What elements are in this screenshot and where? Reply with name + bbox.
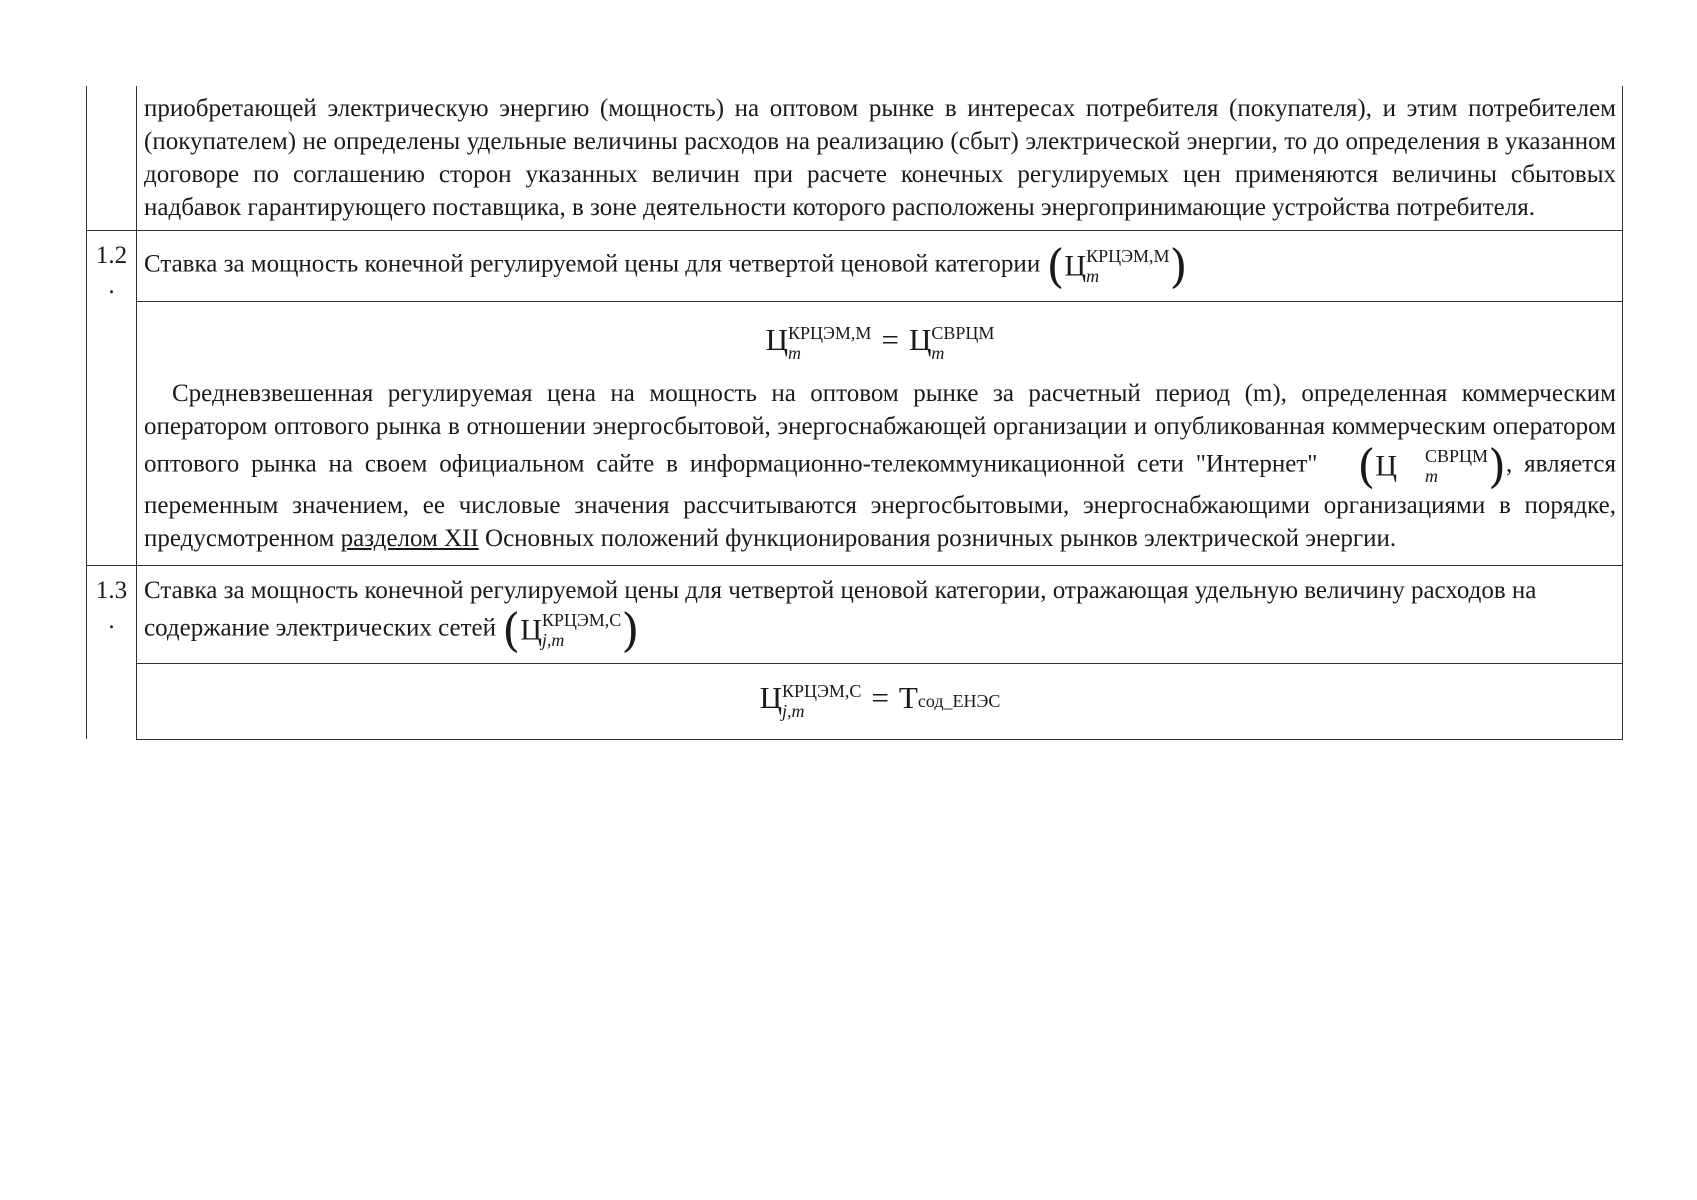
row-heading-cell xyxy=(137,565,1623,663)
row-heading-cell xyxy=(137,231,1623,302)
row-number xyxy=(87,565,137,739)
item-number: 1.3 . xyxy=(95,576,128,634)
table-row xyxy=(87,565,1623,663)
row-number xyxy=(87,86,137,231)
row-number xyxy=(87,231,137,566)
formula: Ц КРЦЭМ,М m = Ц СВРЦМ m xyxy=(765,322,995,363)
section-link[interactable]: разделом XII xyxy=(340,524,479,552)
formula: Ц КРЦЭМ,С j,m = Т сод_ЕНЭС xyxy=(759,679,1001,721)
explanation-paragraph: Средневзвешенная регулируемая цена на мощность на оптовом рынке за расчетный период (m), определенная коммерческим оператором оптового рынка в отношении энергосбытовой, энергоснабжающей организации и опубликованная коммерческим оператором оптового рынка на своем официальном сайте в информационно-телекоммуникационной сети "Интернет" (Ц СВРЦМ m ), является переменным значением, ее числовые значения рассчитываются энергосбытовыми, энергоснабжающими организациями в порядке, предусмотренном разделом XII Основных положений функционирования розничных рынков электрической энергии. xyxy=(144,379,1617,552)
table-row xyxy=(87,302,1623,566)
row-text-cell xyxy=(137,86,1623,231)
item-heading: Ставка за мощность конечной регулируемой цены для четвертой ценовой категории, отражающая удельную величину расходов на содержание электрических сетей xyxy=(144,576,1537,642)
item-heading: Ставка за мощность конечной регулируемой цены для четвертой ценовой категории xyxy=(144,250,1041,278)
item-number: 1.2 . xyxy=(95,242,128,299)
heading-symbol: (Ц КРЦЭМ,М m ) xyxy=(1046,239,1188,293)
table-row xyxy=(87,231,1623,302)
heading-symbol: (Ц КРЦЭМ,С j,m ) xyxy=(502,602,640,657)
row-body-cell xyxy=(137,302,1623,566)
continuation-paragraph: приобретающей электрическую энергию (мощность) на оптовом рынке в интересах потребителя (покупателя), и этим потребителем (покупателем) не определены удельные величины расходов на реализацию (сбыт) электрической энергии, то до определения в указанном договоре по соглашению сторон указанных величин при расчете конечных регулируемых цен применяются величины сбытовых надбавок гарантирующего поставщика, в зоне деятельности которого расположены энергопринимающие устройства потребителя. xyxy=(144,95,1616,221)
table-row xyxy=(87,86,1623,231)
document-table xyxy=(86,86,1623,740)
table-row xyxy=(87,663,1623,739)
paragraph-symbol: (Ц СВРЦМ m ) xyxy=(1357,438,1506,493)
row-body-cell xyxy=(137,663,1623,739)
